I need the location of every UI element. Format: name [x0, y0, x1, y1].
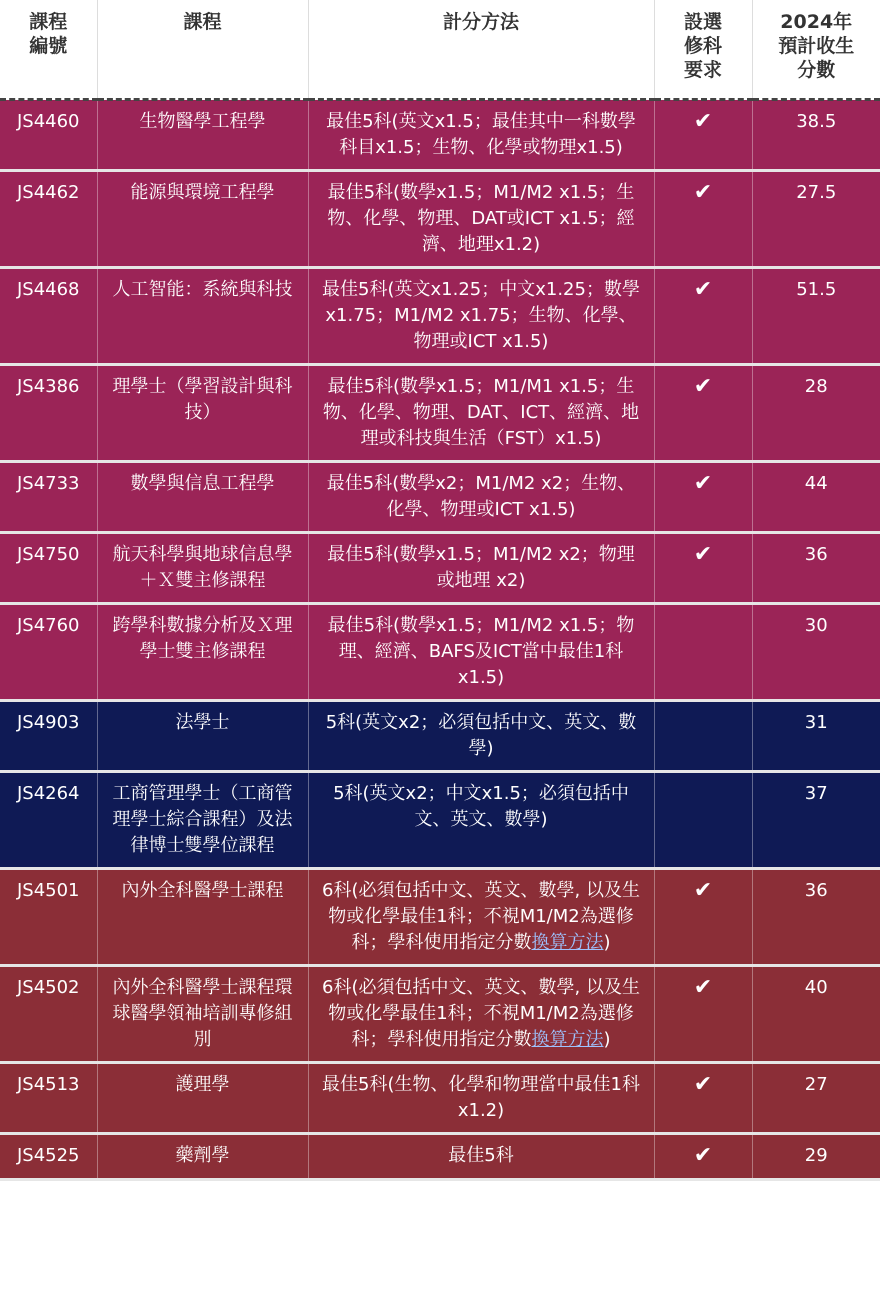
course-name-cell: 藥劑學: [97, 1134, 308, 1180]
check-icon: ✔: [693, 1072, 713, 1097]
course-name-cell: 航天科學與地球信息學＋Ｘ雙主修課程: [97, 533, 308, 604]
scoring-method-text: 最佳5科(數學x1.5；M1/M2 x1.5；物理、經濟、BAFS及ICT當中最佳1科x1.5): [327, 615, 635, 688]
elective-requirement-cell: [654, 966, 752, 1063]
course-code-cell: JS4513: [0, 1063, 97, 1134]
admission-score-cell: 51.5: [752, 268, 880, 365]
scoring-method-cell: [308, 966, 654, 1063]
scoring-method-text: 最佳5科(數學x1.5；M1/M2 x1.5；生物、化學、物理、DAT或ICT x1.5；經濟、地理x1.2): [327, 182, 635, 255]
admission-score-cell: 37: [752, 772, 880, 869]
admission-score-cell: 28: [752, 365, 880, 462]
scoring-method-text: 最佳5科(數學x2；M1/M2 x2；生物、化學、物理或ICT x1.5): [326, 473, 636, 520]
elective-requirement-cell: [654, 100, 752, 171]
course-code-cell: JS4760: [0, 604, 97, 701]
admission-score-cell: 31: [752, 701, 880, 772]
course-name-cell: 法學士: [97, 701, 308, 772]
course-name-cell: 跨學科數據分析及Ｘ理學士雙主修課程: [97, 604, 308, 701]
course-code-cell: JS4501: [0, 869, 97, 966]
scoring-method-cell: [308, 604, 654, 701]
admission-score-cell: 38.5: [752, 100, 880, 171]
scoring-method-cell: [308, 1134, 654, 1180]
scoring-method-text: 6科(必須包括中文、英文、數學, 以及生物或化學最佳1科；不視M1/M2為選修科；學科使用指定分數: [322, 880, 640, 953]
table-row: [0, 100, 880, 171]
admission-score-cell: 29: [752, 1134, 880, 1180]
course-name-cell: 能源與環境工程學: [97, 171, 308, 268]
header-row: [0, 0, 880, 100]
check-icon: ✔: [693, 277, 713, 302]
scoring-method-cell: [308, 701, 654, 772]
elective-requirement-cell: [654, 365, 752, 462]
table-body: [0, 100, 880, 1180]
table-row: [0, 966, 880, 1063]
scoring-method-text: 最佳5科: [448, 1145, 514, 1166]
course-code-cell: JS4733: [0, 462, 97, 533]
table-row: [0, 1134, 880, 1180]
course-code-cell: JS4462: [0, 171, 97, 268]
admission-score-cell: 30: [752, 604, 880, 701]
header-score: 2024年 預計收生 分數: [752, 0, 880, 100]
scoring-method-text: 最佳5科(數學x1.5；M1/M2 x2；物理或地理 x2): [327, 544, 635, 591]
conversion-method-link[interactable]: 換算方法: [531, 1029, 604, 1050]
table-row: [0, 772, 880, 869]
course-code-cell: JS4264: [0, 772, 97, 869]
scoring-method-text: 最佳5科(生物、化學和物理當中最佳1科x1.2): [322, 1074, 640, 1121]
table-row: [0, 171, 880, 268]
conversion-method-link[interactable]: 換算方法: [531, 932, 604, 953]
elective-requirement-cell: [654, 701, 752, 772]
scoring-method-text: 最佳5科(數學x1.5；M1/M1 x1.5；生物、化學、物理、DAT、ICT、經濟、地理或科技與生活（FST）x1.5): [322, 376, 640, 449]
scoring-method-cell: [308, 869, 654, 966]
admission-score-cell: 44: [752, 462, 880, 533]
admission-score-cell: 40: [752, 966, 880, 1063]
table-row: [0, 365, 880, 462]
admission-score-cell: 27: [752, 1063, 880, 1134]
scoring-method-cell: [308, 772, 654, 869]
table-row: [0, 268, 880, 365]
scoring-method-text: 最佳5科(英文x1.5；最佳其中一科數學科目x1.5；生物、化學或物理x1.5): [326, 111, 636, 158]
header-code: 課程 編號: [0, 0, 97, 100]
admission-score-cell: 27.5: [752, 171, 880, 268]
elective-requirement-cell: [654, 462, 752, 533]
header-scoring: 計分方法: [308, 0, 654, 100]
table-row: [0, 869, 880, 966]
check-icon: ✔: [693, 542, 713, 567]
check-icon: ✔: [693, 374, 713, 399]
scoring-method-cell: [308, 100, 654, 171]
scoring-method-text: 最佳5科(英文x1.25；中文x1.25；數學x1.75；M1/M2 x1.75；生物、化學、物理或ICT x1.5): [322, 279, 640, 352]
check-icon: ✔: [693, 180, 713, 205]
scoring-method-text: 6科(必須包括中文、英文、數學, 以及生物或化學最佳1科；不視M1/M2為選修科；學科使用指定分數: [322, 977, 640, 1050]
course-code-cell: JS4750: [0, 533, 97, 604]
elective-requirement-cell: [654, 171, 752, 268]
scoring-method-cell: [308, 365, 654, 462]
scoring-method-cell: [308, 171, 654, 268]
check-icon: ✔: [693, 471, 713, 496]
scoring-method-cell: [308, 462, 654, 533]
elective-requirement-cell: [654, 533, 752, 604]
elective-requirement-cell: [654, 268, 752, 365]
elective-requirement-cell: [654, 1134, 752, 1180]
course-name-cell: 內外全科醫學士課程環球醫學領袖培訓專修組別: [97, 966, 308, 1063]
admission-score-cell: 36: [752, 533, 880, 604]
header-elective: 設選 修科 要求: [654, 0, 752, 100]
check-icon: ✔: [693, 878, 713, 903]
course-code-cell: JS4903: [0, 701, 97, 772]
course-code-cell: JS4502: [0, 966, 97, 1063]
elective-requirement-cell: [654, 1063, 752, 1134]
scoring-method-cell: [308, 1063, 654, 1134]
course-code-cell: JS4386: [0, 365, 97, 462]
course-code-cell: JS4460: [0, 100, 97, 171]
scoring-method-cell: [308, 533, 654, 604]
table-row: [0, 462, 880, 533]
course-code-cell: JS4468: [0, 268, 97, 365]
elective-requirement-cell: [654, 869, 752, 966]
table-row: [0, 604, 880, 701]
admission-score-cell: 36: [752, 869, 880, 966]
check-icon: ✔: [693, 109, 713, 134]
course-name-cell: 工商管理學士（工商管理學士綜合課程）及法律博士雙學位課程: [97, 772, 308, 869]
check-icon: ✔: [693, 975, 713, 1000]
course-name-cell: 理學士（學習設計與科技）: [97, 365, 308, 462]
course-name-cell: 護理學: [97, 1063, 308, 1134]
header-course: 課程: [97, 0, 308, 100]
table-row: [0, 1063, 880, 1134]
course-code-cell: JS4525: [0, 1134, 97, 1180]
course-name-cell: 生物醫學工程學: [97, 100, 308, 171]
scoring-method-text: 5科(英文x2；中文x1.5；必須包括中文、英文、數學): [333, 783, 629, 830]
elective-requirement-cell: [654, 604, 752, 701]
scoring-method-cell: [308, 268, 654, 365]
table-row: [0, 533, 880, 604]
table-row: [0, 701, 880, 772]
course-name-cell: 數學與信息工程學: [97, 462, 308, 533]
scoring-method-tail: ): [603, 1029, 611, 1050]
course-name-cell: 內外全科醫學士課程: [97, 869, 308, 966]
elective-requirement-cell: [654, 772, 752, 869]
course-name-cell: 人工智能：系統與科技: [97, 268, 308, 365]
scoring-method-tail: ): [603, 932, 611, 953]
scoring-method-text: 5科(英文x2；必須包括中文、英文、數學): [325, 712, 637, 759]
check-icon: ✔: [693, 1143, 713, 1168]
